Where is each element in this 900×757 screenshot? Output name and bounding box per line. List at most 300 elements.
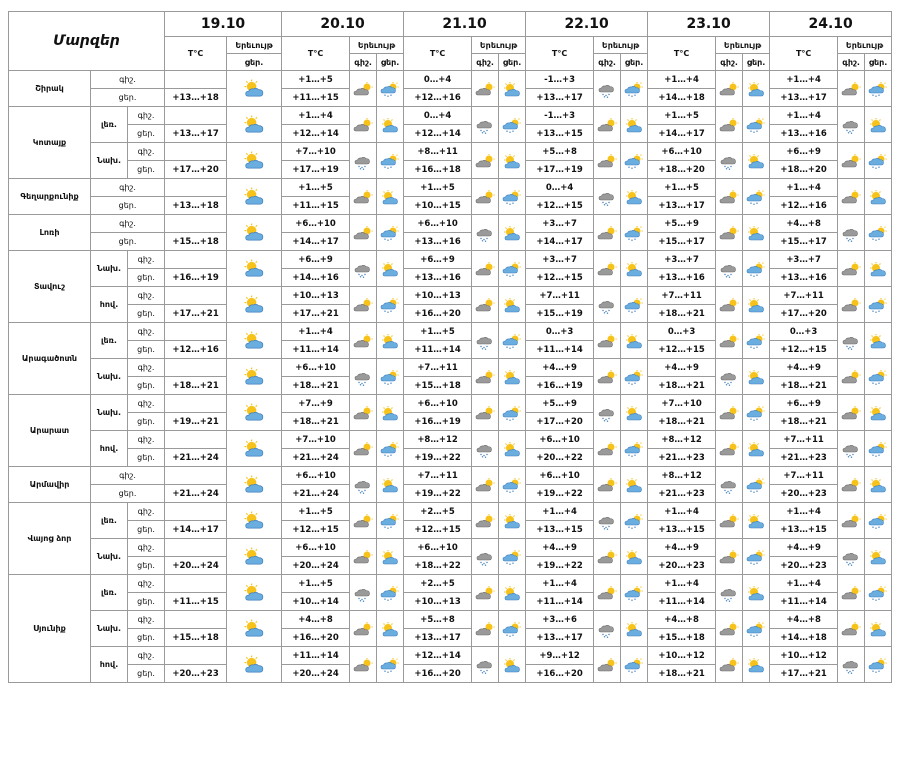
weather-day-cell (377, 539, 404, 575)
temperature-range: +3…+7 (526, 251, 594, 269)
temperature-range (165, 467, 227, 485)
weather-day-cell (865, 539, 892, 575)
weather-day-cell (621, 503, 648, 539)
temperature-range: 0…+3 (526, 323, 594, 341)
grey-cloud-sun-icon (352, 190, 374, 206)
time-of-day: ցեր. (91, 233, 165, 251)
phenomenon-label: Երեւույթ (350, 37, 404, 54)
time-of-day: գիշ. (91, 179, 165, 197)
weather-night-cell (838, 431, 865, 467)
temperature-range: +6…+10 (648, 143, 716, 161)
temperature-range: +7…+9 (282, 395, 350, 413)
temperature-range: +12…+15 (526, 197, 594, 215)
temperature-range: +17…+21 (770, 665, 838, 683)
regions-title: Մարզեր (9, 12, 165, 71)
time-of-day: գիշ. (128, 611, 165, 629)
temperature-range: 0…+4 (404, 71, 472, 89)
weather-night-cell (716, 575, 743, 611)
temperature-range: +11…+14 (282, 341, 350, 359)
weather-day-cell (227, 107, 282, 143)
subregion-label: Նախ. (91, 251, 128, 287)
temperature-range: +13…+17 (165, 125, 227, 143)
weather-night-cell (472, 251, 499, 287)
sun-cloud-rain-icon (745, 622, 767, 638)
weather-night-cell (716, 287, 743, 323)
weather-day-cell (743, 503, 770, 539)
temperature-range: +6…+10 (526, 467, 594, 485)
grey-cloud-sun-icon (474, 514, 496, 530)
weather-day-cell (743, 431, 770, 467)
temperature-range: +15…+19 (526, 305, 594, 323)
temperature-range: +9…+12 (526, 647, 594, 665)
weather-night-cell (350, 71, 377, 107)
sun-cloud-icon (623, 334, 645, 350)
night-label: գիշ. (472, 54, 499, 71)
sun-cloud-rain-icon (623, 154, 645, 170)
temperature-range: +18…+21 (282, 377, 350, 395)
weather-day-cell (621, 107, 648, 143)
temperature-range: +12…+15 (526, 269, 594, 287)
weather-day-cell (227, 647, 282, 683)
temp-label: T°C (282, 37, 350, 71)
cloud-light-rain-icon (352, 586, 374, 602)
weather-night-cell (472, 359, 499, 395)
temperature-range: +14…+17 (165, 521, 227, 539)
temperature-range: +3…+6 (526, 611, 594, 629)
sun-cloud-icon (241, 547, 267, 567)
sun-cloud-rain-icon (501, 406, 523, 422)
weather-night-cell (594, 467, 621, 503)
subregion-label: լեռ. (91, 107, 128, 143)
sun-cloud-icon (867, 478, 889, 494)
weather-day-cell (621, 467, 648, 503)
forecast-row (9, 539, 892, 557)
time-of-day: ցեր. (128, 269, 165, 287)
time-of-day: գիշ. (128, 395, 165, 413)
temperature-range: +13…+15 (648, 521, 716, 539)
time-of-day: ցեր. (128, 125, 165, 143)
weather-day-cell (227, 251, 282, 287)
weather-night-cell (350, 395, 377, 431)
sun-cloud-rain-icon (867, 586, 889, 602)
weather-night-cell (716, 611, 743, 647)
sun-cloud-icon (501, 658, 523, 674)
temperature-range: +18…+20 (648, 161, 716, 179)
sun-cloud-icon (745, 370, 767, 386)
temperature-range: +19…+21 (165, 413, 227, 431)
temperature-range: +13…+17 (648, 197, 716, 215)
weather-day-cell (743, 215, 770, 251)
grey-cloud-sun-icon (352, 442, 374, 458)
temperature-range: +10…+12 (648, 647, 716, 665)
weather-night-cell (472, 71, 499, 107)
cloud-light-rain-icon (352, 370, 374, 386)
temperature-range: +5…+8 (526, 143, 594, 161)
sun-cloud-icon (241, 403, 267, 423)
weather-day-cell (499, 179, 526, 215)
weather-night-cell (350, 503, 377, 539)
temperature-range (165, 179, 227, 197)
time-of-day: ցեր. (128, 377, 165, 395)
temperature-range: +7…+11 (526, 287, 594, 305)
weather-day-cell (865, 287, 892, 323)
temperature-range: +11…+14 (648, 593, 716, 611)
weather-night-cell (350, 323, 377, 359)
sun-cloud-icon (501, 226, 523, 242)
temperature-range: +13…+16 (770, 125, 838, 143)
temperature-range: -1…+3 (526, 107, 594, 125)
grey-cloud-sun-icon (840, 82, 862, 98)
temperature-range: +5…+9 (526, 395, 594, 413)
sun-cloud-icon (623, 622, 645, 638)
weather-night-cell (838, 323, 865, 359)
sun-cloud-rain-icon (623, 514, 645, 530)
temperature-range: +10…+13 (282, 287, 350, 305)
weather-day-cell (227, 431, 282, 467)
temperature-range: +1…+4 (648, 575, 716, 593)
temperature-range: +1…+5 (648, 179, 716, 197)
temperature-range: +11…+14 (282, 647, 350, 665)
sun-cloud-rain-icon (623, 442, 645, 458)
temperature-range: +17…+20 (526, 413, 594, 431)
temperature-range: +18…+22 (404, 557, 472, 575)
weather-night-cell (594, 647, 621, 683)
cloud-light-rain-icon (718, 478, 740, 494)
temperature-range: +1…+4 (770, 179, 838, 197)
weather-day-cell (865, 395, 892, 431)
weather-day-cell (377, 611, 404, 647)
temperature-range: +1…+4 (526, 503, 594, 521)
time-of-day: գիշ. (91, 467, 165, 485)
weather-night-cell (716, 503, 743, 539)
temperature-range: +18…+21 (770, 413, 838, 431)
sun-cloud-icon (241, 79, 267, 99)
weather-night-cell (838, 611, 865, 647)
weather-day-cell (621, 323, 648, 359)
sun-cloud-rain-icon (745, 550, 767, 566)
grey-cloud-sun-icon (840, 406, 862, 422)
cloud-light-rain-icon (474, 334, 496, 350)
grey-cloud-sun-icon (352, 118, 374, 134)
phenomenon-label: Երեւույթ (716, 37, 770, 54)
cloud-light-rain-icon (352, 478, 374, 494)
temperature-range: +12…+16 (165, 341, 227, 359)
temperature-range: +13…+15 (526, 125, 594, 143)
grey-cloud-sun-icon (474, 478, 496, 494)
grey-cloud-sun-icon (718, 334, 740, 350)
weather-night-cell (716, 359, 743, 395)
weather-day-cell (865, 503, 892, 539)
temperature-range: +12…+15 (648, 341, 716, 359)
temperature-range: +21…+24 (282, 449, 350, 467)
weather-day-cell (621, 611, 648, 647)
temperature-range: +15…+18 (165, 233, 227, 251)
time-of-day: գիշ. (128, 359, 165, 377)
temperature-range: +11…+15 (282, 89, 350, 107)
sun-cloud-icon (501, 514, 523, 530)
temperature-range: +6…+10 (282, 215, 350, 233)
time-of-day: գիշ. (128, 539, 165, 557)
time-of-day: ցեր. (128, 629, 165, 647)
forecast-table (8, 11, 892, 683)
grey-cloud-sun-icon (474, 298, 496, 314)
temperature-range: +10…+13 (404, 593, 472, 611)
forecast-body (9, 71, 892, 683)
temperature-range: +13…+18 (165, 197, 227, 215)
temperature-range: +4…+9 (648, 359, 716, 377)
sun-cloud-rain-icon (501, 334, 523, 350)
weather-night-cell (350, 611, 377, 647)
weather-night-cell (350, 179, 377, 215)
weather-day-cell (227, 359, 282, 395)
sun-cloud-rain-icon (379, 658, 401, 674)
sun-cloud-rain-icon (623, 586, 645, 602)
sun-cloud-rain-icon (501, 262, 523, 278)
night-label: գիշ. (838, 54, 865, 71)
weather-day-cell (621, 179, 648, 215)
temperature-range (165, 143, 227, 161)
weather-night-cell (594, 611, 621, 647)
time-of-day: գիշ. (91, 215, 165, 233)
weather-night-cell (716, 539, 743, 575)
sun-cloud-rain-icon (379, 442, 401, 458)
weather-day-cell (743, 71, 770, 107)
temperature-range: +8…+12 (648, 467, 716, 485)
temperature-range: +1…+4 (648, 71, 716, 89)
temperature-range: +13…+16 (404, 233, 472, 251)
grey-cloud-sun-icon (474, 406, 496, 422)
temperature-range: +4…+8 (648, 611, 716, 629)
temperature-range (165, 287, 227, 305)
weather-night-cell (716, 467, 743, 503)
temperature-range: +1…+5 (404, 179, 472, 197)
sun-cloud-icon (241, 583, 267, 603)
temperature-range: +17…+19 (526, 161, 594, 179)
temperature-range: +5…+9 (648, 215, 716, 233)
weather-day-cell (377, 359, 404, 395)
temperature-range: +4…+9 (770, 359, 838, 377)
temperature-range: +16…+20 (404, 305, 472, 323)
weather-night-cell (594, 179, 621, 215)
temperature-range: +4…+9 (526, 359, 594, 377)
weather-day-cell (743, 395, 770, 431)
grey-cloud-sun-icon (596, 154, 618, 170)
grey-cloud-sun-icon (352, 514, 374, 530)
subregion-label: Նախ. (91, 539, 128, 575)
sun-cloud-icon (379, 478, 401, 494)
subregion-label: լեռ. (91, 323, 128, 359)
temperature-range: +14…+17 (282, 233, 350, 251)
temperature-range: +10…+15 (404, 197, 472, 215)
weather-day-cell (499, 431, 526, 467)
sun-cloud-icon (867, 550, 889, 566)
cloud-light-rain-icon (596, 298, 618, 314)
temperature-range: +12…+14 (404, 125, 472, 143)
cloud-light-rain-icon (474, 442, 496, 458)
grey-cloud-sun-icon (474, 622, 496, 638)
sun-cloud-icon (379, 550, 401, 566)
region-name: Վայոց ձոր (9, 503, 91, 575)
temperature-range: +13…+17 (770, 89, 838, 107)
temperature-range: +1…+5 (282, 503, 350, 521)
weather-day-cell (377, 71, 404, 107)
temperature-range: +4…+8 (770, 611, 838, 629)
weather-day-cell (743, 539, 770, 575)
sun-cloud-icon (241, 331, 267, 351)
temperature-range: +11…+14 (770, 593, 838, 611)
phenomenon-label: Երեւույթ (472, 37, 526, 54)
grey-cloud-sun-icon (474, 262, 496, 278)
cloud-light-rain-icon (718, 370, 740, 386)
date-header: 19.10 (165, 12, 282, 37)
grey-cloud-sun-icon (352, 298, 374, 314)
temperature-range: +12…+16 (770, 197, 838, 215)
grey-cloud-sun-icon (718, 622, 740, 638)
sun-cloud-icon (241, 115, 267, 135)
time-of-day: գիշ. (128, 647, 165, 665)
cloud-light-rain-icon (718, 262, 740, 278)
cloud-light-rain-icon (596, 406, 618, 422)
weather-night-cell (838, 647, 865, 683)
weather-day-cell (227, 179, 282, 215)
weather-day-cell (499, 71, 526, 107)
temperature-range: +12…+15 (404, 521, 472, 539)
temperature-range: +21…+23 (770, 449, 838, 467)
sun-cloud-icon (745, 298, 767, 314)
weather-night-cell (716, 323, 743, 359)
temperature-range: +3…+7 (648, 251, 716, 269)
temperature-range: +21…+23 (648, 485, 716, 503)
temperature-range: +7…+11 (404, 467, 472, 485)
temperature-range: +10…+13 (404, 287, 472, 305)
temperature-range: +21…+24 (282, 485, 350, 503)
weather-day-cell (227, 467, 282, 503)
sun-cloud-icon (623, 550, 645, 566)
weather-day-cell (865, 323, 892, 359)
subregion-label: հով. (91, 287, 128, 323)
weather-night-cell (472, 179, 499, 215)
temperature-range: +12…+16 (404, 89, 472, 107)
time-of-day: ցեր. (128, 665, 165, 683)
cloud-light-rain-icon (840, 334, 862, 350)
grey-cloud-sun-icon (718, 442, 740, 458)
weather-day-cell (377, 431, 404, 467)
weather-night-cell (472, 431, 499, 467)
region-name: Արարատ (9, 395, 91, 467)
cloud-light-rain-icon (596, 190, 618, 206)
time-of-day: գիշ. (128, 107, 165, 125)
sun-cloud-icon (867, 334, 889, 350)
grey-cloud-sun-icon (840, 154, 862, 170)
weather-day-cell (377, 143, 404, 179)
sun-cloud-icon (623, 262, 645, 278)
temperature-range (165, 71, 227, 89)
sun-cloud-icon (241, 367, 267, 387)
temperature-range: +11…+14 (404, 341, 472, 359)
weather-day-cell (499, 395, 526, 431)
cloud-light-rain-icon (352, 154, 374, 170)
temperature-range: +4…+9 (648, 539, 716, 557)
weather-day-cell (499, 359, 526, 395)
weather-night-cell (716, 431, 743, 467)
temperature-range: +13…+16 (404, 269, 472, 287)
temperature-range: +6…+9 (770, 143, 838, 161)
forecast-row (9, 179, 892, 197)
weather-day-cell (377, 107, 404, 143)
weather-day-cell (499, 251, 526, 287)
sun-cloud-rain-icon (867, 442, 889, 458)
temperature-range: +18…+21 (770, 377, 838, 395)
grey-cloud-sun-icon (474, 586, 496, 602)
weather-night-cell (350, 467, 377, 503)
temperature-range: +21…+24 (165, 449, 227, 467)
temperature-range: +20…+24 (282, 557, 350, 575)
temperature-range: +15…+18 (404, 377, 472, 395)
cloud-light-rain-icon (596, 514, 618, 530)
temperature-range: 0…+4 (526, 179, 594, 197)
weather-day-cell (743, 611, 770, 647)
grey-cloud-sun-icon (840, 622, 862, 638)
temperature-range: +18…+21 (648, 413, 716, 431)
weather-day-cell (377, 179, 404, 215)
sun-cloud-rain-icon (379, 586, 401, 602)
weather-day-cell (865, 359, 892, 395)
grey-cloud-sun-icon (718, 658, 740, 674)
weather-day-cell (743, 143, 770, 179)
weather-day-cell (499, 287, 526, 323)
weather-night-cell (838, 251, 865, 287)
temperature-range: +1…+5 (282, 71, 350, 89)
temperature-range: +1…+4 (526, 575, 594, 593)
weather-night-cell (838, 539, 865, 575)
temperature-range: +16…+20 (526, 665, 594, 683)
temperature-range (165, 215, 227, 233)
night-label: գիշ. (594, 54, 621, 71)
temperature-range: +19…+22 (526, 557, 594, 575)
temperature-range: +15…+18 (165, 629, 227, 647)
weather-day-cell (865, 575, 892, 611)
weather-night-cell (838, 143, 865, 179)
sun-cloud-icon (867, 118, 889, 134)
weather-day-cell (865, 467, 892, 503)
forecast-row (9, 431, 892, 449)
temperature-range: +20…+23 (648, 557, 716, 575)
weather-day-cell (377, 467, 404, 503)
temperature-range: +17…+21 (282, 305, 350, 323)
weather-night-cell (350, 539, 377, 575)
temperature-range: +17…+20 (770, 305, 838, 323)
time-of-day: գիշ. (91, 71, 165, 89)
weather-night-cell (350, 287, 377, 323)
sun-cloud-rain-icon (745, 190, 767, 206)
weather-night-cell (472, 467, 499, 503)
temperature-range: +11…+14 (526, 341, 594, 359)
temperature-range: +7…+11 (770, 467, 838, 485)
time-of-day: ցեր. (128, 593, 165, 611)
sun-cloud-rain-icon (867, 82, 889, 98)
temperature-range: +16…+19 (165, 269, 227, 287)
weather-night-cell (716, 215, 743, 251)
weather-day-cell (499, 215, 526, 251)
temperature-range: +12…+15 (282, 521, 350, 539)
weather-night-cell (350, 215, 377, 251)
forecast-row (9, 71, 892, 89)
cloud-light-rain-icon (840, 550, 862, 566)
region-name: Սյունիք (9, 575, 91, 683)
grey-cloud-sun-icon (596, 226, 618, 242)
weather-night-cell (350, 647, 377, 683)
weather-day-cell (743, 287, 770, 323)
